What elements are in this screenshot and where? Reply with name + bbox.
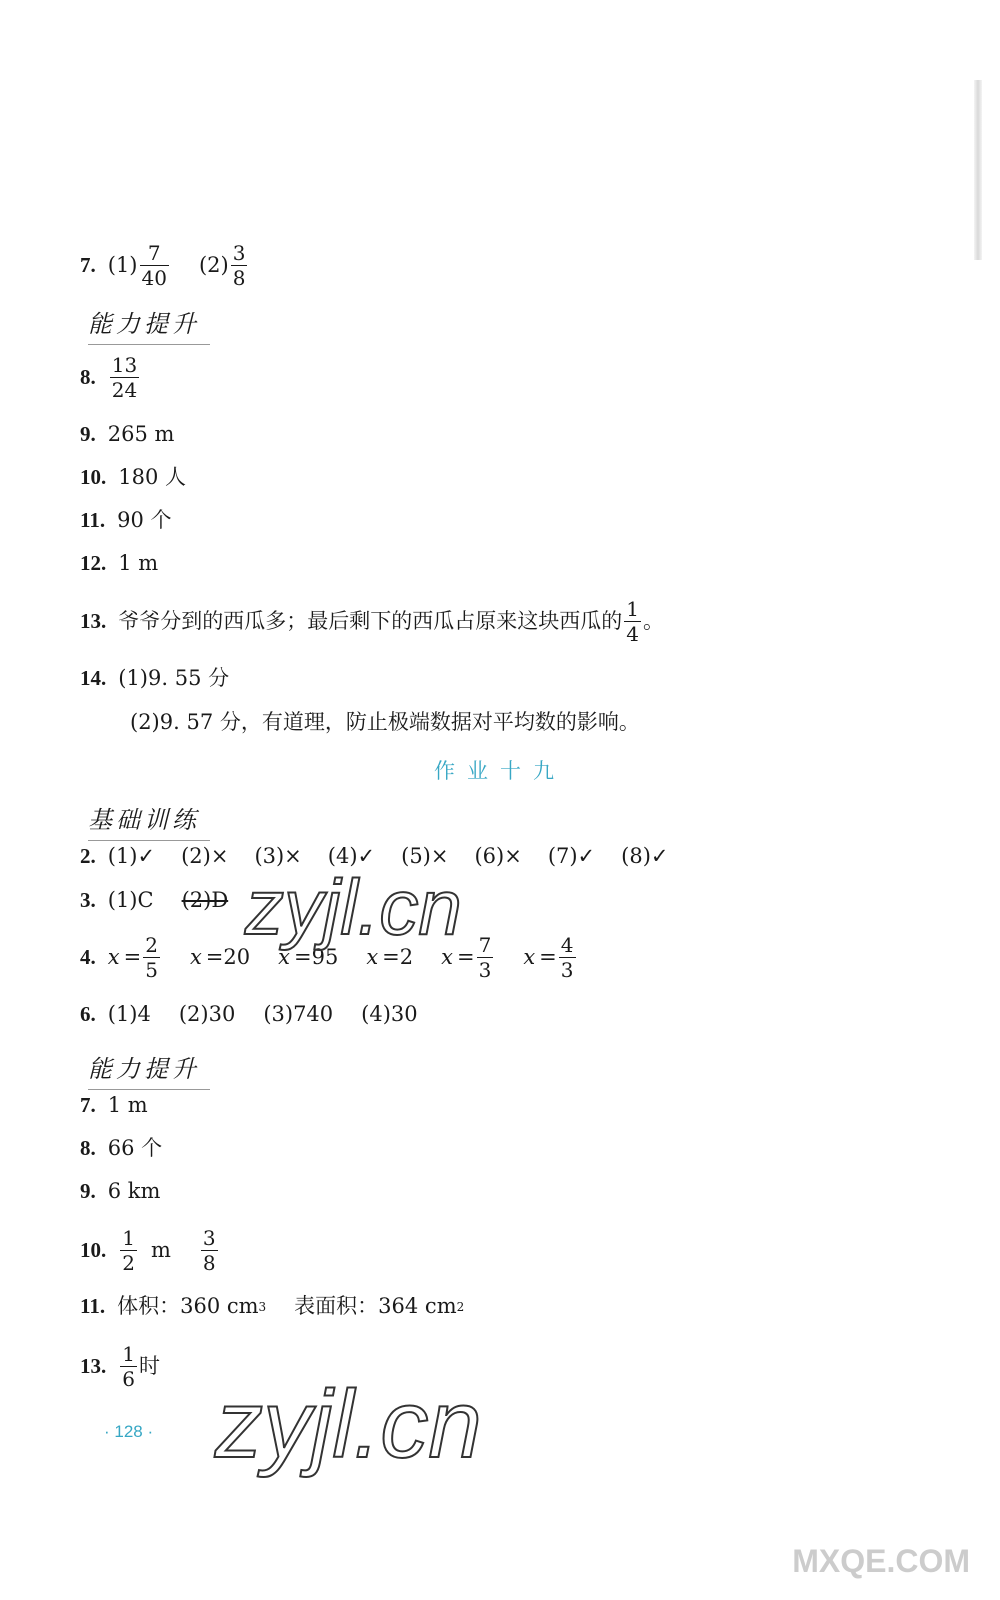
judge-item: (6)× bbox=[474, 844, 522, 868]
part-label: (1) bbox=[107, 253, 138, 277]
page-spine-shadow bbox=[974, 80, 982, 260]
answer-text: 6 km bbox=[107, 1179, 161, 1203]
answer-text: 265 m bbox=[107, 422, 175, 446]
answer-text: (1)9. 55 分 bbox=[118, 666, 230, 690]
answer-10b bbox=[80, 1227, 220, 1274]
fraction: $\frac{3}{8}$ bbox=[232, 241, 246, 290]
section-heading-ability: 能力提升 bbox=[88, 304, 200, 339]
question-number: 6. bbox=[80, 1002, 96, 1026]
judge-item: (5)× bbox=[401, 844, 449, 868]
question-number: 10. bbox=[80, 1238, 107, 1262]
answer-12 bbox=[80, 553, 158, 574]
answer-text: 1 m bbox=[118, 551, 159, 575]
unit-text: m bbox=[150, 1238, 171, 1262]
judge-item: (4)✓ bbox=[327, 844, 376, 868]
answer-13 bbox=[80, 598, 664, 645]
question-number: 11. bbox=[80, 508, 106, 532]
question-number: 2. bbox=[80, 844, 96, 868]
question-number: 7. bbox=[80, 1093, 96, 1117]
question-number: 14. bbox=[80, 666, 107, 690]
volume-text: 体积：360 cm bbox=[117, 1294, 259, 1318]
answer-13b bbox=[80, 1343, 160, 1390]
fraction: $\frac{1}{2}$ bbox=[122, 1226, 135, 1275]
judge-item: (8)✓ bbox=[621, 844, 669, 868]
watermark-zyjl-large: zyjl.cn bbox=[215, 1371, 482, 1478]
watermark-zyjl: zyjl.cn bbox=[245, 863, 462, 951]
question-number: 3. bbox=[80, 888, 96, 912]
answer-10 bbox=[80, 467, 186, 488]
answer-text: 180 人 bbox=[118, 465, 187, 489]
fraction: $\frac{13}{24}$ bbox=[111, 353, 138, 402]
question-number: 9. bbox=[80, 422, 96, 446]
fraction: $\frac{1}{4}$ bbox=[626, 597, 639, 646]
answer-9 bbox=[80, 424, 174, 445]
answer-text: 1 m bbox=[107, 1093, 148, 1117]
answer-text: (2)9. 57 分，有道理，防止极端数据对平均数的影响。 bbox=[130, 710, 640, 734]
fraction: $\frac{2}{5}$ bbox=[145, 933, 158, 982]
answer-3 bbox=[80, 890, 228, 911]
question-number: 13. bbox=[80, 609, 107, 633]
question-number: 7. bbox=[80, 253, 96, 277]
choice-answer: (1)C bbox=[107, 888, 154, 912]
judge-item: (3)× bbox=[254, 844, 302, 868]
question-number: 11. bbox=[80, 1294, 106, 1318]
question-number: 4. bbox=[80, 945, 96, 969]
answer-text: 。 bbox=[642, 609, 664, 633]
unit-text: 时 bbox=[138, 1354, 160, 1378]
answer-6 bbox=[80, 1004, 418, 1025]
question-number: 10. bbox=[80, 465, 107, 489]
answer-7b bbox=[80, 1095, 148, 1116]
fraction: $\frac{3}{8}$ bbox=[202, 1226, 216, 1275]
question-number: 8. bbox=[80, 1136, 96, 1160]
fraction: $\frac{7}{40}$ bbox=[141, 241, 167, 290]
answer-text: 爷爷分到的西瓜多；最后剩下的西瓜占原来这块西瓜的 bbox=[118, 609, 623, 633]
answer-11 bbox=[80, 510, 172, 531]
section-heading-basic: 基础训练 bbox=[88, 800, 200, 835]
part-label: (2) bbox=[198, 253, 229, 277]
fraction: $\frac{4}{3}$ bbox=[560, 933, 574, 982]
answer-text: 66 个 bbox=[107, 1136, 163, 1160]
section-title: 作业十九 bbox=[434, 759, 566, 783]
equation-value: 20 bbox=[223, 945, 251, 969]
answer-text: (1)4 bbox=[107, 1002, 151, 1026]
judge-item: (1)✓ bbox=[107, 844, 156, 868]
answer-text: (2)30 bbox=[178, 1002, 236, 1026]
fraction: $\frac{7}{3}$ bbox=[478, 933, 492, 982]
section-heading-ability-2: 能力提升 bbox=[88, 1049, 200, 1084]
answer-text: 90 个 bbox=[117, 508, 172, 532]
answer-8b bbox=[80, 1138, 162, 1159]
question-number: 8. bbox=[80, 365, 96, 389]
answer-9b bbox=[80, 1181, 160, 1202]
fraction: $\frac{1}{6}$ bbox=[122, 1342, 135, 1391]
answer-7-part1 bbox=[80, 242, 249, 289]
answer-14-part2 bbox=[130, 712, 640, 733]
area-text: 表面积：364 cm bbox=[294, 1294, 457, 1318]
question-number: 12. bbox=[80, 551, 107, 575]
watermark-mxqe: MXQE.COM bbox=[792, 1543, 970, 1579]
answer-11b: 11. 体积：360 cm 3 表面积：364 cm 2 bbox=[80, 1294, 465, 1318]
answer-text: (3)740 bbox=[263, 1002, 334, 1026]
answer-text: (4)30 bbox=[361, 1002, 418, 1026]
page-number: · 128 · bbox=[104, 1422, 154, 1441]
equation-value: 95 bbox=[311, 945, 339, 969]
choice-answer: (2)D bbox=[181, 888, 229, 912]
answer-14-part1 bbox=[80, 668, 229, 689]
answer-8 bbox=[80, 354, 141, 401]
answer-4: 4. x = $\frac{2}{5}$ x = 20 x = 95 x = 2 x = $\frac{7}{3}$ x = $\frac{4}{3}$ bbox=[80, 933, 574, 982]
judge-item: (7)✓ bbox=[547, 844, 596, 868]
question-number: 9. bbox=[80, 1179, 96, 1203]
question-number: 13. bbox=[80, 1354, 107, 1378]
equation-value: 2 bbox=[399, 945, 414, 969]
judge-item: (2)× bbox=[181, 844, 229, 868]
